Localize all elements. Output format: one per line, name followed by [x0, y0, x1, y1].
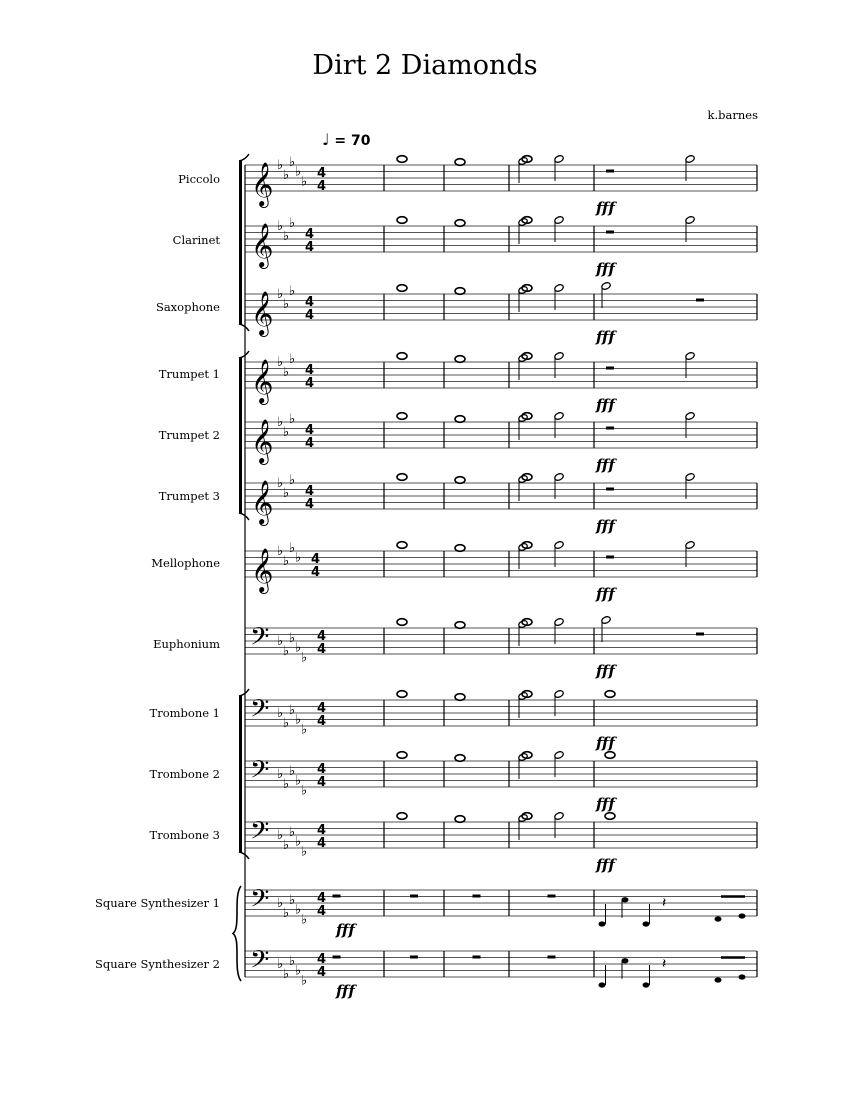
whole-note	[397, 619, 407, 626]
time-signature-numerator: 4	[305, 423, 315, 438]
flat-icon: ♭	[277, 706, 284, 721]
flat-icon: ♭	[289, 215, 296, 231]
bass-clef-icon: 𝄢	[250, 816, 270, 852]
flat-icon: ♭	[301, 973, 308, 989]
whole-note	[397, 691, 407, 698]
flat-icon: ♭	[283, 167, 290, 183]
staff-label-trumpet-1: Trumpet 1	[158, 367, 220, 381]
time-signature-denominator: 4	[305, 240, 315, 255]
bracket-tip	[239, 324, 249, 331]
flat-icon: ♭	[283, 966, 290, 982]
bracket-tip	[239, 852, 249, 859]
flat-icon: ♭	[289, 763, 296, 779]
dynamic-marking: fff	[596, 734, 615, 752]
flat-icon: ♭	[277, 767, 284, 782]
dynamic-marking: fff	[596, 456, 615, 474]
flat-icon: ♭	[277, 355, 284, 370]
staff-label-synth-2: Square Synthesizer 2	[95, 957, 220, 971]
time-signature-numerator: 4	[305, 227, 315, 242]
eighth-note	[643, 982, 650, 987]
time-signature-denominator: 4	[305, 308, 315, 323]
sixteenth-note	[739, 913, 746, 918]
flat-icon: ♭	[277, 828, 284, 843]
whole-note	[397, 217, 407, 224]
flat-icon: ♭	[295, 164, 302, 180]
eighth-note	[622, 958, 629, 963]
dynamic-marking: fff	[596, 517, 615, 535]
flat-icon: ♭	[283, 228, 290, 244]
flat-icon: ♭	[283, 296, 290, 312]
dynamic-marking: fff	[596, 260, 615, 278]
time-signature-denominator: 4	[317, 179, 327, 194]
dynamic-marking: fff	[596, 856, 615, 874]
flat-icon: ♭	[289, 630, 296, 646]
flat-icon: ♭	[283, 485, 290, 501]
time-signature-denominator: 4	[317, 642, 327, 657]
flat-icon: ♭	[289, 411, 296, 427]
flat-icon: ♭	[301, 844, 308, 860]
time-signature-numerator: 4	[317, 952, 327, 967]
dynamic-marking: fff	[596, 199, 615, 217]
half-rest	[410, 895, 418, 898]
time-signature-numerator: 4	[317, 762, 327, 777]
whole-note	[397, 353, 407, 360]
half-rest	[606, 556, 614, 559]
flat-icon: ♭	[289, 892, 296, 908]
flat-icon: ♭	[289, 953, 296, 969]
flat-icon: ♭	[289, 540, 296, 556]
flat-icon: ♭	[283, 424, 290, 440]
whole-note	[605, 691, 615, 698]
flat-icon: ♭	[301, 783, 308, 799]
time-signature-numerator: 4	[305, 363, 315, 378]
flat-icon: ♭	[283, 715, 290, 731]
time-signature-numerator: 4	[317, 166, 327, 181]
staff-label-trumpet-2: Trumpet 2	[158, 428, 220, 442]
time-signature-denominator: 4	[317, 836, 327, 851]
half-rest	[410, 956, 418, 959]
whole-note	[455, 755, 465, 762]
whole-note	[455, 816, 465, 823]
composer: k.barnes	[707, 108, 758, 122]
flat-icon: ♭	[283, 905, 290, 921]
whole-note	[455, 545, 465, 552]
bracket-tip	[239, 689, 249, 696]
group-bracket	[239, 161, 242, 324]
whole-note	[397, 156, 407, 163]
treble-clef-icon: 𝄞	[251, 359, 274, 403]
dynamic-marking: fff	[596, 328, 615, 346]
sixteenth-note	[739, 974, 746, 979]
flat-icon: ♭	[301, 650, 308, 666]
flat-icon: ♭	[277, 219, 284, 234]
brace	[233, 886, 241, 981]
group-bracket	[239, 358, 242, 513]
bass-clef-icon: 𝄢	[250, 622, 270, 658]
time-signature-numerator: 4	[317, 823, 327, 838]
flat-icon: ♭	[295, 773, 302, 789]
flat-icon: ♭	[295, 550, 302, 566]
whole-note	[397, 285, 407, 292]
treble-clef-icon: 𝄞	[251, 480, 274, 524]
time-signature-numerator: 4	[317, 891, 327, 906]
flat-icon: ♭	[277, 476, 284, 491]
whole-note	[397, 813, 407, 820]
staff-label-trumpet-3: Trumpet 3	[158, 489, 220, 503]
half-rest	[548, 895, 556, 898]
flat-icon: ♭	[277, 287, 284, 302]
flat-icon: ♭	[295, 712, 302, 728]
dynamic-marking: fff	[336, 921, 355, 939]
flat-icon: ♭	[301, 174, 308, 190]
flat-icon: ♭	[289, 154, 296, 170]
whole-note	[455, 288, 465, 295]
flat-icon: ♭	[277, 634, 284, 649]
flat-icon: ♭	[295, 834, 302, 850]
flat-icon: ♭	[295, 902, 302, 918]
quarter-rest-icon: 𝄽	[662, 895, 667, 911]
flat-icon: ♭	[283, 776, 290, 792]
half-rest	[606, 231, 614, 234]
half-rest	[473, 895, 481, 898]
bracket-tip	[239, 513, 249, 520]
group-bracket	[239, 696, 242, 852]
time-signature-denominator: 4	[317, 965, 327, 980]
bass-clef-icon: 𝄢	[250, 755, 270, 791]
flat-icon: ♭	[301, 912, 308, 928]
dynamic-marking: fff	[596, 396, 615, 414]
half-rest	[696, 299, 704, 302]
flat-icon: ♭	[289, 283, 296, 299]
time-signature-denominator: 4	[317, 775, 327, 790]
flat-icon: ♭	[289, 351, 296, 367]
half-rest	[473, 956, 481, 959]
dynamic-marking: fff	[596, 795, 615, 813]
flat-icon: ♭	[289, 824, 296, 840]
whole-note	[455, 694, 465, 701]
bass-clef-icon: 𝄢	[250, 945, 270, 981]
time-signature-denominator: 4	[317, 904, 327, 919]
time-signature-denominator: 4	[305, 497, 315, 512]
flat-icon: ♭	[277, 544, 284, 559]
treble-clef-icon: 𝄞	[251, 223, 274, 267]
flat-icon: ♭	[295, 963, 302, 979]
whole-note	[455, 220, 465, 227]
time-signature-denominator: 4	[311, 565, 321, 580]
whole-note	[455, 622, 465, 629]
half-rest	[333, 895, 341, 898]
quarter-rest-icon: 𝄽	[662, 956, 667, 972]
flat-icon: ♭	[289, 472, 296, 488]
flat-icon: ♭	[283, 643, 290, 659]
eighth-note	[599, 982, 606, 987]
flat-icon: ♭	[289, 702, 296, 718]
score-title: Dirt 2 Diamonds	[312, 50, 538, 81]
staff-label-piccolo: Piccolo	[178, 172, 220, 186]
flat-icon: ♭	[283, 364, 290, 380]
whole-note	[397, 413, 407, 420]
time-signature-denominator: 4	[317, 714, 327, 729]
whole-note	[397, 474, 407, 481]
staff-label-clarinet: Clarinet	[172, 233, 220, 247]
bass-clef-icon: 𝄢	[250, 884, 270, 920]
whole-note	[455, 477, 465, 484]
bass-clef-icon: 𝄢	[250, 694, 270, 730]
staff-label-saxophone: Saxophone	[155, 300, 220, 314]
dynamic-marking: fff	[336, 982, 355, 1000]
eighth-note	[599, 921, 606, 926]
treble-clef-icon: 𝄞	[251, 162, 274, 206]
bracket-tip	[239, 351, 249, 358]
half-rest	[333, 956, 341, 959]
whole-note	[455, 159, 465, 166]
time-signature-numerator: 4	[305, 295, 315, 310]
flat-icon: ♭	[295, 640, 302, 656]
whole-note	[455, 356, 465, 363]
dynamic-marking: fff	[596, 585, 615, 603]
half-rest	[696, 633, 704, 636]
eighth-note	[622, 897, 629, 902]
whole-note	[605, 752, 615, 759]
staff-label-synth-1: Square Synthesizer 1	[95, 896, 220, 910]
whole-note	[397, 752, 407, 759]
time-signature-denominator: 4	[305, 376, 315, 391]
staff-label-trombone-3: Trombone 3	[149, 828, 220, 842]
staff-label-trombone-1: Trombone 1	[149, 706, 220, 720]
treble-clef-icon: 𝄞	[251, 291, 274, 335]
tempo-value: = 70	[334, 133, 371, 149]
half-rest	[606, 427, 614, 430]
time-signature-numerator: 4	[317, 701, 327, 716]
whole-note	[455, 416, 465, 423]
staff-label-mellophone: Mellophone	[151, 556, 220, 570]
quarter-note-icon: ♩	[322, 130, 330, 149]
treble-clef-icon: 𝄞	[251, 548, 274, 592]
half-rest	[548, 956, 556, 959]
treble-clef-icon: 𝄞	[251, 419, 274, 463]
time-signature-denominator: 4	[305, 436, 315, 451]
flat-icon: ♭	[277, 957, 284, 972]
whole-note	[397, 542, 407, 549]
eighth-note	[643, 921, 650, 926]
whole-note	[605, 813, 615, 820]
flat-icon: ♭	[277, 415, 284, 430]
staff-label-trombone-2: Trombone 2	[149, 767, 220, 781]
half-rest	[606, 170, 614, 173]
time-signature-numerator: 4	[317, 629, 327, 644]
time-signature-numerator: 4	[311, 552, 321, 567]
staff-label-euphonium: Euphonium	[153, 637, 220, 651]
bracket-tip	[239, 154, 249, 161]
flat-icon: ♭	[277, 896, 284, 911]
half-rest	[606, 367, 614, 370]
half-rest	[606, 488, 614, 491]
dynamic-marking: fff	[596, 662, 615, 680]
flat-icon: ♭	[283, 837, 290, 853]
dotted-eighth-note	[715, 916, 722, 921]
time-signature-numerator: 4	[305, 484, 315, 499]
flat-icon: ♭	[277, 158, 284, 173]
flat-icon: ♭	[301, 722, 308, 738]
dotted-eighth-note	[715, 977, 722, 982]
flat-icon: ♭	[283, 553, 290, 569]
